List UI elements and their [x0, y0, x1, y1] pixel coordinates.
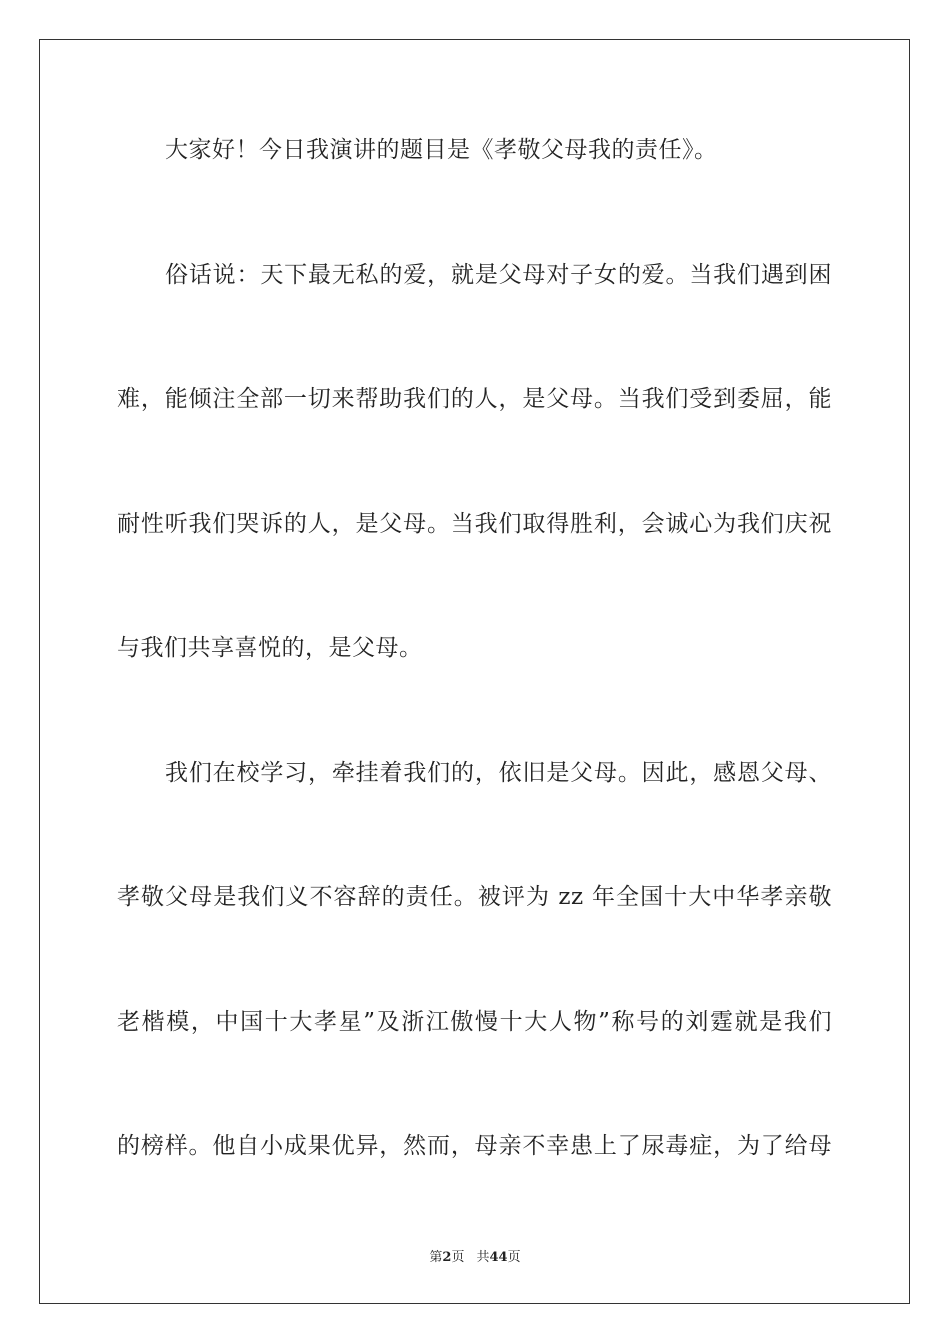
- page-prefix: 第: [429, 1250, 443, 1265]
- total-prefix: 共: [476, 1250, 490, 1265]
- paragraph-line-1: 大家好！今日我演讲的题目是《孝敬父母我的责任》。: [165, 137, 718, 163]
- paragraph-line-5: 与我们共享喜悦的，是父母。: [117, 635, 423, 661]
- page-border: [39, 39, 910, 1304]
- paragraph-line-9: 的榜样。他自小成果优异，然而，母亲不幸患上了尿毒症，为了给母: [117, 1133, 832, 1159]
- page-number-footer: [0, 1246, 950, 1265]
- paragraph-line-8: 老楷模，中国十大孝星”及浙江傲慢十大人物”称号的刘霆就是我们: [117, 1009, 832, 1035]
- total-page-count: 44: [489, 1250, 508, 1265]
- paragraph-line-2: 俗话说：天下最无私的爱，就是父母对子女的爱。当我们遇到困: [165, 262, 832, 288]
- paragraph-line-6: 我们在校学习，牵挂着我们的，依旧是父母。因此，感恩父母、: [165, 760, 832, 786]
- total-suffix: 页: [507, 1250, 521, 1265]
- paragraph-line-4: 耐性听我们哭诉的人，是父母。当我们取得胜利，会诚心为我们庆祝: [117, 511, 832, 537]
- paragraph-line-7: 孝敬父母是我们义不容辞的责任。被评为 zz 年全国十大中华孝亲敬: [117, 884, 832, 910]
- paragraph-line-3: 难，能倾注全部一切来帮助我们的人，是父母。当我们受到委屈，能: [117, 386, 832, 412]
- current-page-number: 2: [442, 1250, 452, 1265]
- page-suffix: 页: [451, 1250, 465, 1265]
